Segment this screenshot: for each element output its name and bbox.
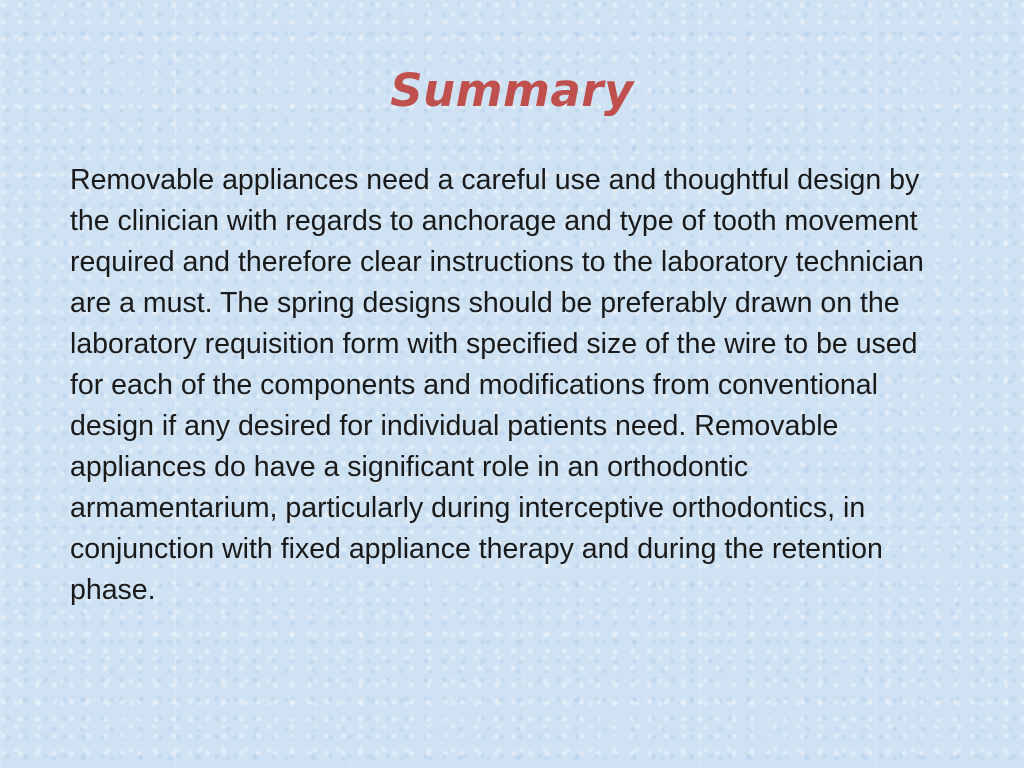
slide-title: Summary	[390, 64, 634, 117]
slide-body-text: Removable appliances need a careful use and thoughtful design by the clinician with regards to anchorage and type of tooth movement required and therefore clear instructions to the laboratory technician are a must. The spring designs should be preferably drawn on the laboratory requisition form with specified size of the wire to be used for each of the components and modifications from conventional design if any desired for individual patients need. Removable appliances do have a significant role in an orthodontic armamentarium, particularly during interceptive orthodontics, in conjunction with fixed appliance therapy and during the retention phase.	[70, 164, 924, 606]
